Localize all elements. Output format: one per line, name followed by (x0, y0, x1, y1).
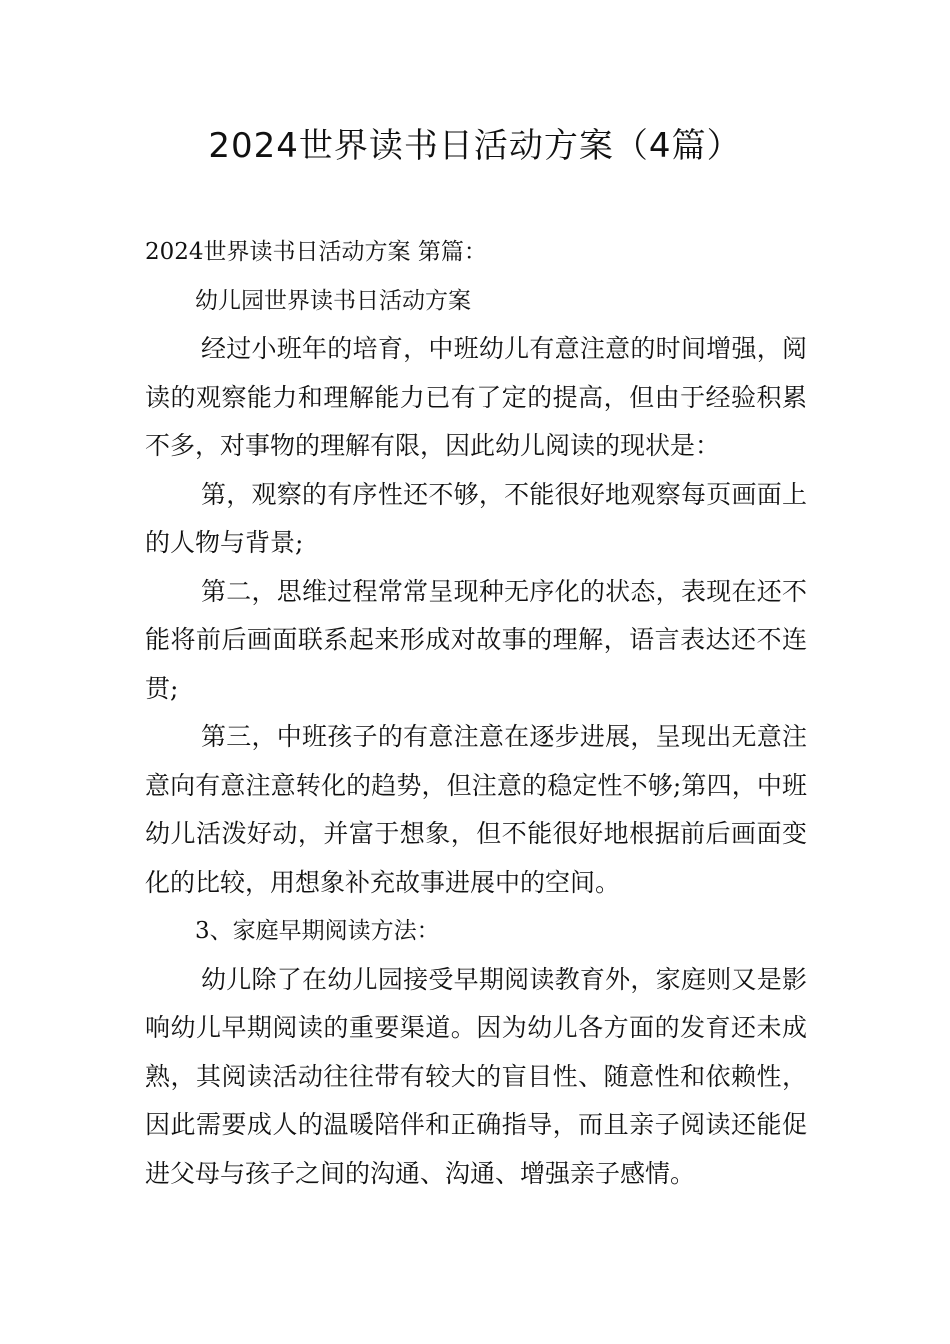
subsection-heading: 幼儿园世界读书日活动方案 (195, 287, 471, 314)
body-paragraph: 第，观察的有序性还不够，不能很好地观察每页画面上的人物与背景; (145, 479, 807, 557)
document-title: 2024世界读书日活动方案（4篇） (208, 126, 742, 166)
body-paragraph: 幼儿除了在幼儿园接受早期阅读教育外，家庭则又是影响幼儿早期阅读的重要渠道。因为幼儿各方面的发育还未成熟，其阅读活动往往带有较大的盲目性、随意性和依赖性，因此需要成人的温暖陪伴和正确指导，而且亲子阅读还能促进父母与孩子之间的沟通、沟通、增强亲子感情。 (145, 964, 807, 1188)
body-paragraph: 第二，思维过程常常呈现种无序化的状态，表现在还不能将前后画面联系起来形成对故事的理解，语言表达还不连贯; (145, 576, 807, 703)
numbered-heading: 3、家庭早期阅读方法： (195, 918, 440, 944)
body-paragraph: 第三，中班孩子的有意注意在逐步进展，呈现出无意注意向有意注意转化的趋势，但注意的稳定性不够;第四，中班幼儿活泼好动，并富于想象，但不能很好地根据前后画面变化的比较，用想象补充故事进展中的空间。 (145, 722, 807, 897)
body-paragraph: 经过小班年的培育，中班幼儿有意注意的时间增强，阅读的观察能力和理解能力已有了定的提高，但由于经验积累不多，对事物的理解有限，因此幼儿阅读的现状是： (145, 334, 807, 460)
section-heading: 2024世界读书日活动方案 第篇： (145, 239, 487, 265)
document-body (145, 228, 807, 1198)
